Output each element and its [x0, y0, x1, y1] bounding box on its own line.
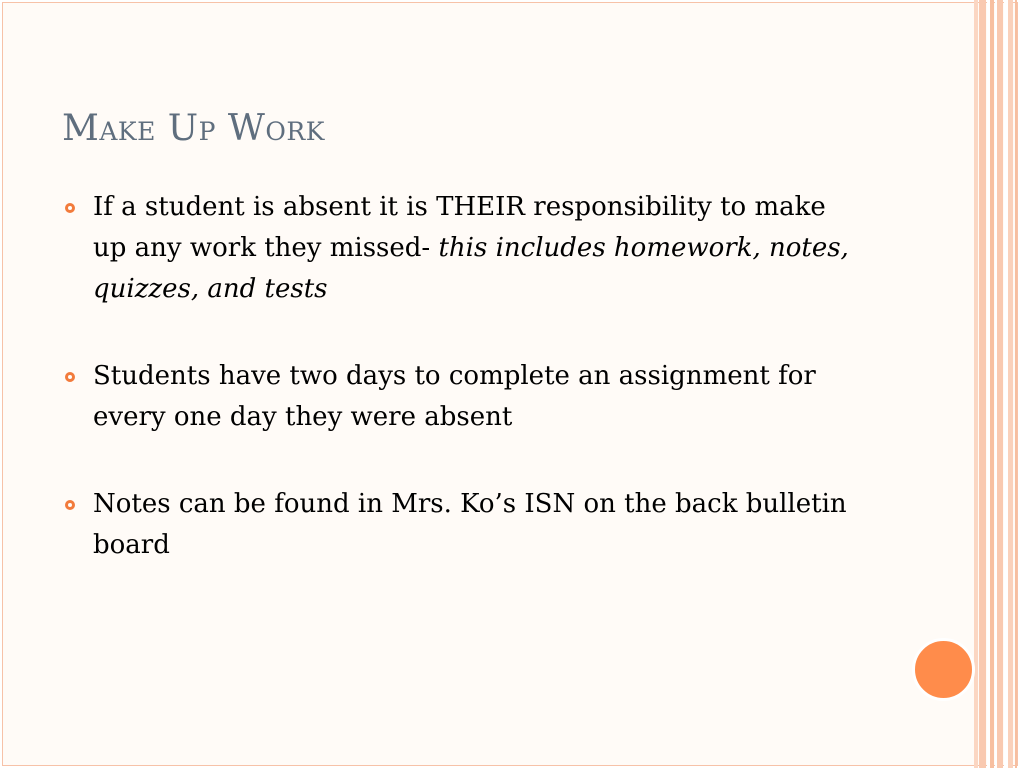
bullet-text: Notes can be found in Mrs. Ko’s ISN on the back bulletin board: [93, 489, 847, 560]
accent-circle: [912, 638, 975, 701]
bullet-text: Students have two days to complete an assignment for every one day they were absent: [93, 361, 816, 432]
orange-ring-bullet-icon: [65, 372, 75, 382]
orange-ring-bullet-icon: [65, 500, 75, 510]
decorative-stripe: [990, 0, 994, 768]
decorative-stripe: [1015, 0, 1017, 768]
decorative-stripe: [997, 0, 1003, 768]
bullet-item: [62, 356, 862, 438]
decorative-stripe: [979, 0, 986, 768]
bullet-list: [62, 187, 862, 612]
decorative-stripe: [1008, 0, 1013, 768]
slide-title: Make Up Work: [62, 108, 325, 149]
decorative-stripe: [974, 0, 978, 768]
orange-ring-bullet-icon: [65, 203, 75, 213]
bullet-item: [62, 187, 862, 310]
bullet-emphasis-text: this includes homework, notes, quizzes, and tests: [93, 233, 849, 304]
bullet-item: [62, 484, 862, 566]
bullet-text: If a student is absent it is THEIR responsibility to make up any work they missed-: [93, 192, 826, 263]
